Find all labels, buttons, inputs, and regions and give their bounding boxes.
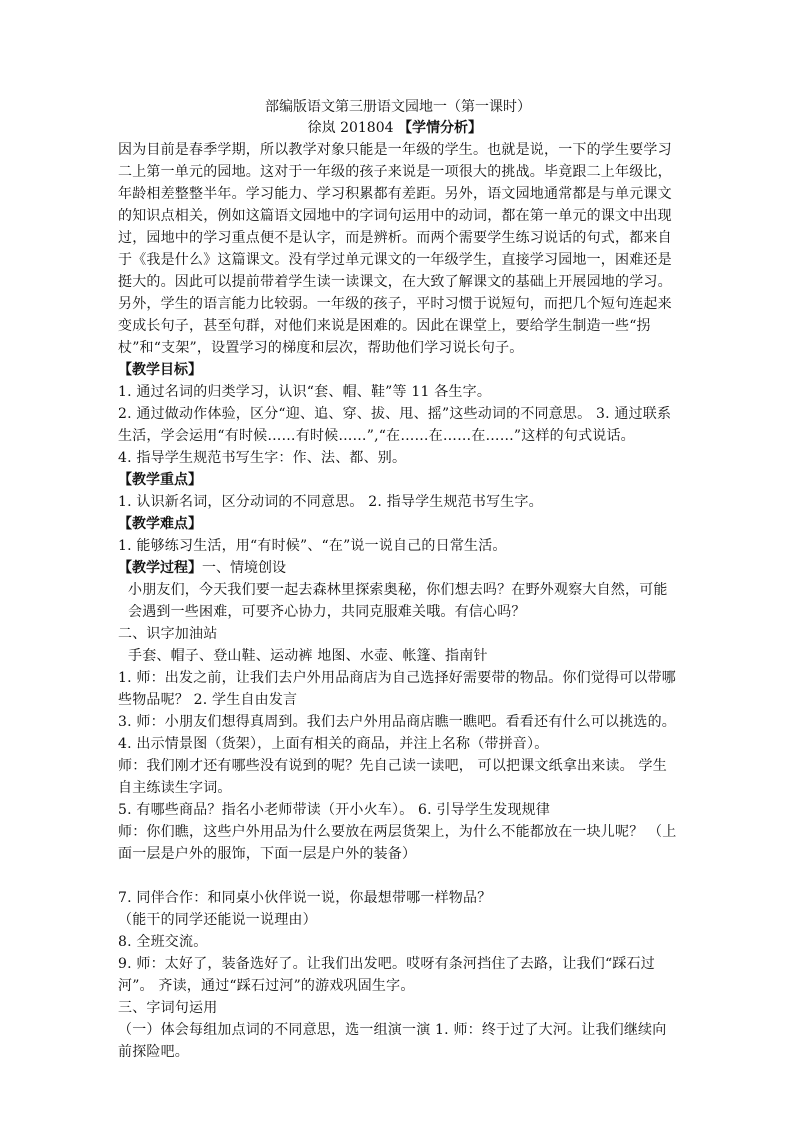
key-points-text: 1. 认识新名词，区分动词的不同意思。 2. 指导学生规范书写生字。: [118, 494, 543, 510]
difficult-points-heading: 【教学难点】: [118, 516, 202, 532]
section2-title: 二、识字加油站: [118, 626, 218, 642]
analysis-paragraph-2: 另外，学生的语言能力比较弱。一年级的孩子，平时习惯于说短句，而把几个短句连起来变成长句子，甚至句群，对他们来说是困难的。因此在课堂上，要给学生制造一些“拐杖”和“支架”，设置学习的梯度和层次，帮助他们学习说长句子。: [118, 296, 672, 356]
process-step: 7. 同伴合作：和同桌小伙伴说一说，你最想带哪一样物品？: [118, 890, 492, 906]
document-title: 部编版语文第三册语文园地一（第一课时）: [265, 99, 531, 115]
key-points-heading: 【教学重点】: [118, 472, 202, 488]
process-step: 3. 师：小朋友们想得真周到。我们去户外用品商店瞧一瞧吧。看看还有什么可以挑选的。: [118, 714, 677, 730]
analysis-heading: 【学情分析】: [398, 120, 482, 136]
process-step: 5. 有哪些商品？指名小老师带读（开小火车）。 6. 引导学生发现规律: [118, 802, 551, 818]
blank-line: [118, 865, 678, 887]
analysis-paragraph-1: 因为目前是春季学期，所以教学对象只能是一年级的学生。也就是说，一下的学生要学习二上第一单元的园地。这对于一年级的孩子来说是一项很大的挑战。毕竟跟二上年级比，年龄相差整整半年。学习能力、学习积累都有差距。另外，语文园地通常都是与单元课文的知识点相关，例如这篇语文园地中的字词句运用中的动词，都在第一单元的课文中出现过，园地中的学习重点便不是认字，而是辨析。而两个需要学生练习说话的句式，都来自于《我是什么》这篇课文。没有学过单元课文的一年级学生，直接学习园地一，困难还是挺大的。因此可以提前带着学生读一读课文，在大致了解课文的基础上开展园地的学习。: [118, 142, 672, 290]
goal-item: 1. 通过名词的归类学习，认识“套、帽、鞋”等 11 各生字。: [118, 384, 492, 400]
process-heading-rest: 一、情境创设: [202, 560, 286, 576]
process-intro: 小朋友们，今天我们要一起去森林里探索奥秘，你们想去吗？在野外观察大自然，可能会遇到一些困难，可要齐心协力，共同克服难关哦。有信心吗？: [128, 582, 668, 620]
process-step: 9. 师：太好了，装备选好了。让我们出发吧。哎呀有条河挡住了去路，让我们“踩石过河”。 齐读，通过“踩石过河”的游戏巩固生字。: [118, 956, 655, 994]
process-step: 4. 出示情景图（货架），上面有相关的商品，并注上名称（带拼音）。: [118, 736, 549, 752]
author-line: [118, 118, 678, 139]
section2-words: 手套、帽子、登山鞋、运动裤 地图、水壶、帐篷、指南针: [128, 648, 488, 664]
process-heading: [118, 557, 678, 579]
difficult-points-text: 1. 能够练习生活，用“有时候”、“在”说一说自己的日常生活。: [118, 538, 507, 554]
section3-title: 三、字词句运用: [118, 1000, 218, 1016]
goals-heading: 【教学目标】: [118, 362, 202, 378]
process-step: 1. 师：出发之前，让我们去户外用品商店为自己选择好需要带的物品。你们觉得可以带哪些物品呢？ 2. 学生自由发言: [118, 670, 677, 708]
document-body: [118, 96, 678, 1063]
process-step: （能干的同学还能说一说理由）: [118, 912, 317, 928]
section3-text: （一）体会每组加点词的不同意思，选一组演一演 1. 师：终于过了大河。让我们继续向前探险吧。: [118, 1022, 667, 1060]
process-step: 8. 全班交流。: [118, 934, 208, 950]
process-step: 师：我们刚才还有哪些没有说到的呢？先自己读一读吧， 可以把课文纸拿出来读。 学生自主练读生字词。: [118, 758, 667, 796]
author-name: 徐岚 201804: [307, 120, 394, 136]
process-step: 师：你们瞧，这些户外用品为什么要放在两层货架上，为什么不能都放在一块儿呢？ （上面一层是户外的服饰，下面一层是户外的装备）: [118, 824, 677, 862]
goal-item: 2. 通过做动作体验，区分“迎、追、穿、拔、甩、摇”这些动词的不同意思。 3. 通过联系生活，学会运用“有时候……有时候……”,“在……在……在……”这样的句式说话。: [118, 406, 672, 444]
goal-item: 4. 指导学生规范书写生字：作、法、都、别。: [118, 450, 407, 466]
process-heading-label: 【教学过程】: [118, 560, 202, 576]
